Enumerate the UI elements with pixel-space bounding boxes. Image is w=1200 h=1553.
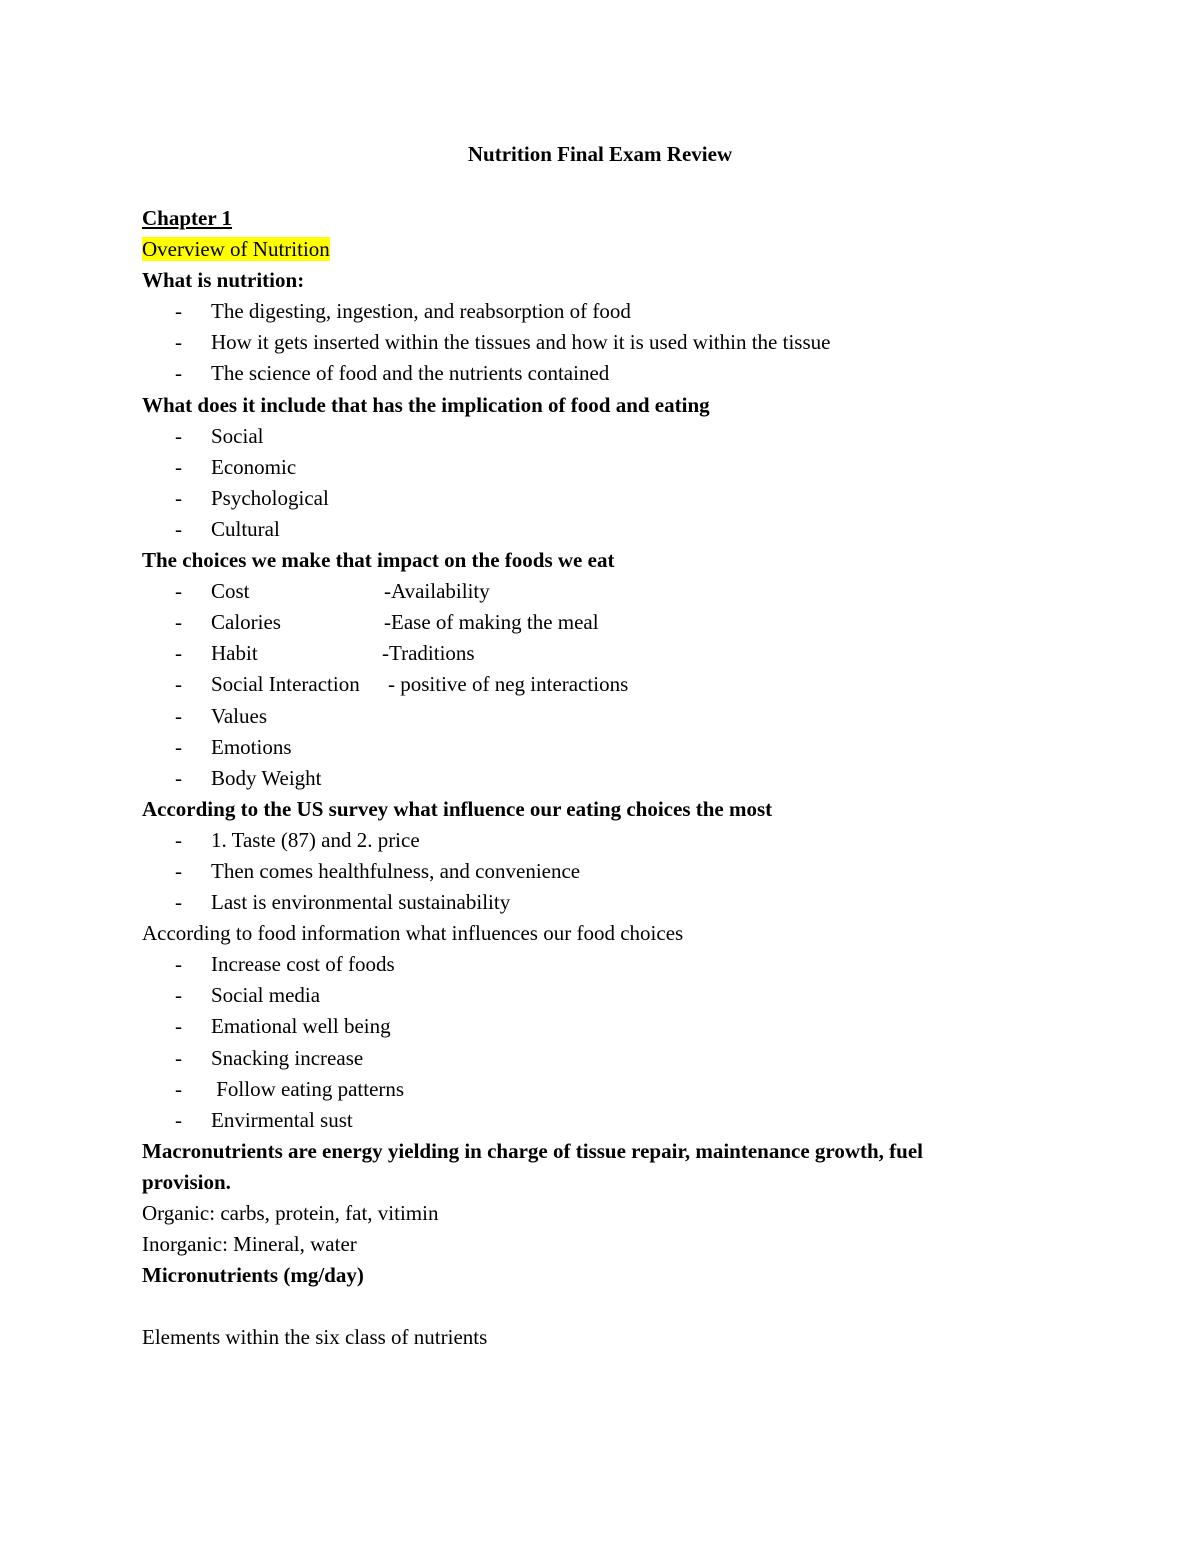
list-item: - The digesting, ingestion, and reabsorption of food [175, 299, 631, 324]
inorganic-line: Inorganic: Mineral, water [142, 1232, 357, 1257]
question-heading: What is nutrition: [142, 268, 305, 293]
list-item: - Envirmental sust [175, 1107, 353, 1132]
chapter-heading: Chapter 1 [142, 206, 233, 230]
list-item: - Social Interaction - positive of neg interactions [175, 672, 629, 697]
list-item: - Then comes healthfulness, and convenience [175, 858, 581, 883]
question-heading: What does it include that has the implication of food and eating [142, 392, 710, 417]
list-item: - Emational well being [175, 1014, 391, 1039]
document-body [142, 203, 1042, 1353]
organic-line: Organic: carbs, protein, fat, vitimin [142, 1201, 439, 1225]
elements-line: Elements within the six class of nutrients [142, 1325, 488, 1350]
list-item: - Snacking increase [175, 1045, 364, 1070]
list-item: - 1. Taste (87) and 2. price [175, 827, 420, 852]
question-heading-plain: According to food information what influences our food choices [142, 921, 684, 946]
list-item: - How it gets inserted within the tissues and how it is used within the tissue [175, 330, 831, 355]
question-heading: According to the US survey what influence our eating choices the most [142, 796, 773, 821]
list-item: - Cost -Availability [175, 579, 490, 604]
list-item: - Social [175, 423, 264, 448]
list-item: - Cultural [175, 516, 280, 541]
blank-line [142, 1291, 1042, 1322]
list-item: - Social media [175, 983, 321, 1008]
list-item: - Psychological [175, 485, 329, 510]
list-item: - Emotions [175, 734, 292, 759]
list-item: - Habit -Traditions [175, 641, 475, 666]
list-item: - Follow eating patterns [175, 1076, 405, 1101]
section-heading-highlighted: Overview of Nutrition [142, 237, 330, 262]
question-heading: The choices we make that impact on the foods we eat [142, 548, 615, 573]
list-item: - Last is environmental sustainability [175, 890, 511, 915]
list-item: - Increase cost of foods [175, 952, 395, 977]
list-item: - The science of food and the nutrients contained [175, 361, 610, 386]
document-title: Nutrition Final Exam Review [467, 142, 733, 166]
micronutrients-heading: Micronutrients (mg/day) [142, 1263, 364, 1288]
list-item: - Economic [175, 454, 297, 479]
macronutrients-line: Macronutrients are energy yielding in charge of tissue repair, maintenance growth, fuel [142, 1138, 924, 1163]
macronutrients-line-cont: provision. [142, 1169, 231, 1194]
list-item: - Values [175, 703, 267, 728]
list-item: - Body Weight [175, 765, 322, 790]
list-item: - Calories -Ease of making the meal [175, 610, 599, 635]
